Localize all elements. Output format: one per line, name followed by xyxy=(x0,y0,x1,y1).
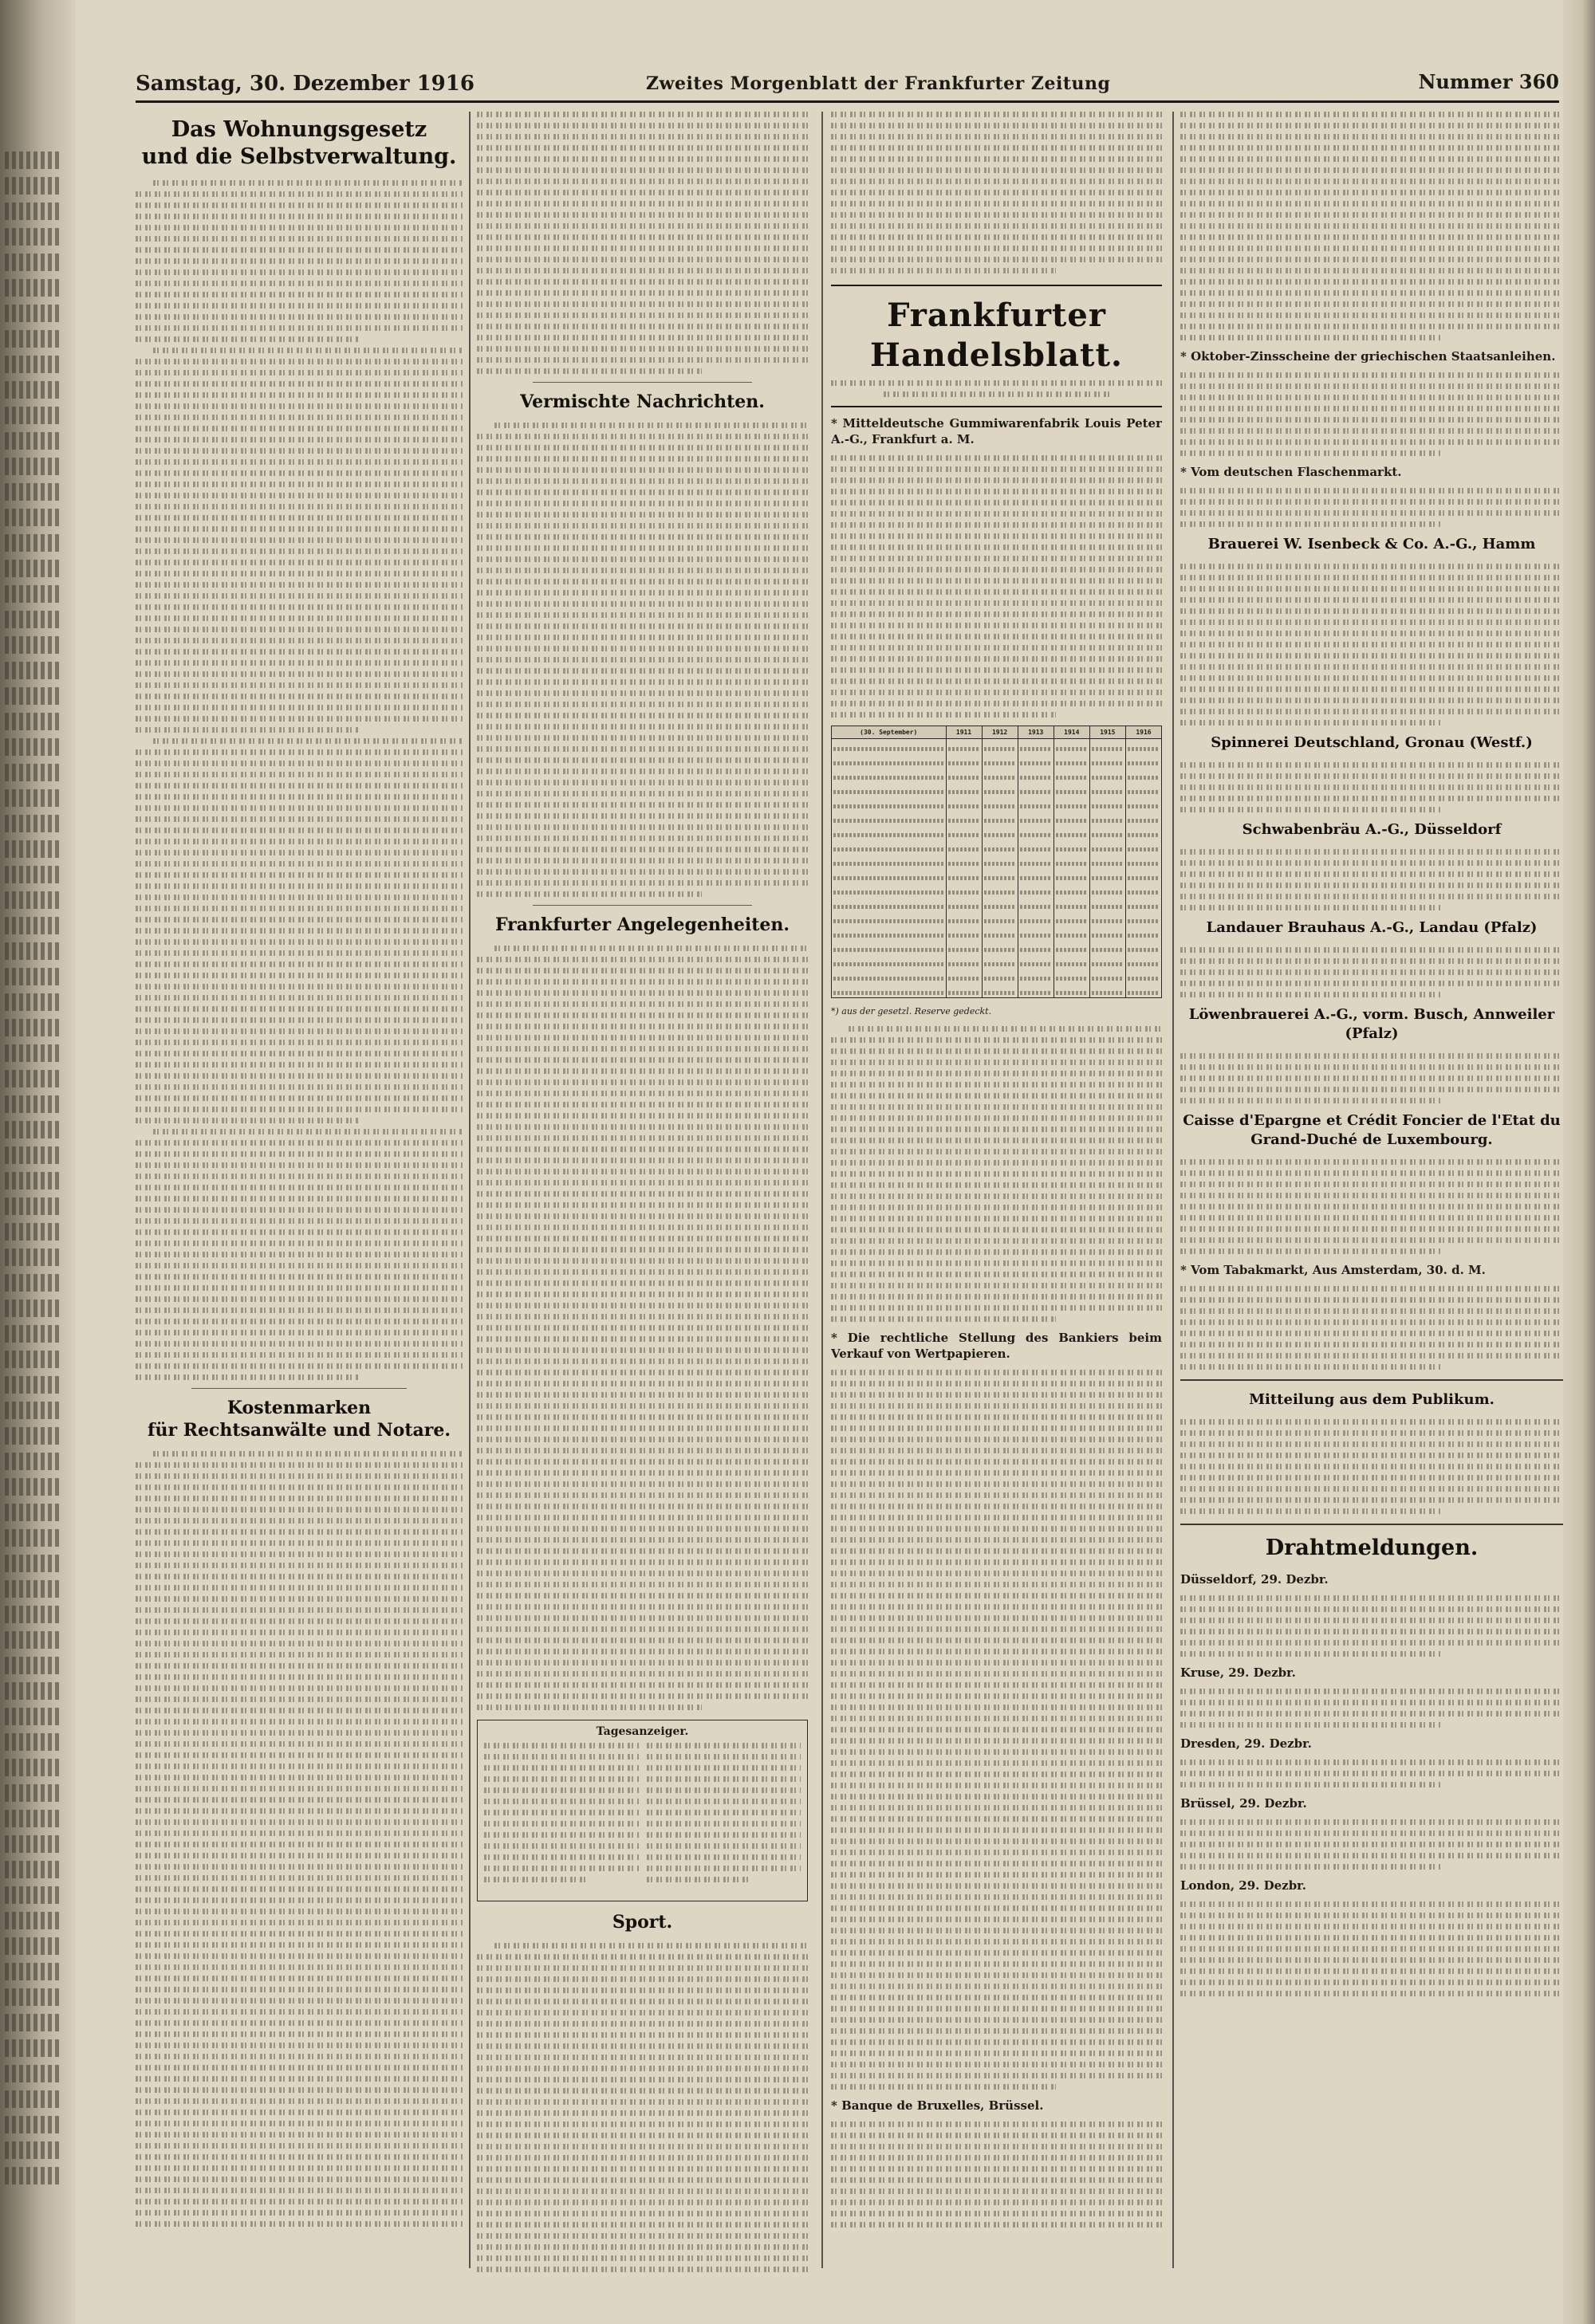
tagesanzeiger-box xyxy=(477,1720,808,1901)
column-rule xyxy=(821,112,823,2268)
item-schwabenbraeu: Schwabenbräu A.-G., Düsseldorf xyxy=(1242,821,1502,838)
item-tabakmarkt: * Vom Tabakmarkt, Aus Amsterdam, 30. d. M. xyxy=(1180,1263,1486,1277)
item-dresden: Dresden, 29. Dezbr. xyxy=(1180,1736,1312,1751)
table-row xyxy=(832,811,1162,825)
section-heading-handelsblatt: Frankfurter Handelsblatt. xyxy=(870,297,1123,374)
handelsblatt-masthead xyxy=(831,285,1162,407)
section-heading-frankfurter-angelegenheiten: Frankfurter Angelegenheiten. xyxy=(494,914,790,935)
adjacent-page-edge xyxy=(5,151,61,2224)
article-body xyxy=(136,1451,463,2227)
table-header-row: (30. September) 1911 1912 1913 1914 1915 1916 xyxy=(832,726,1162,739)
item-caisse-epargne: Caisse d'Epargne et Crédit Foncier de l'Etat du Grand-Duché de Luxembourg. xyxy=(1183,1112,1561,1148)
article-heading-kostenmarken: Kostenmarken für Rechtsanwälte und Notare. xyxy=(147,1398,451,1441)
header-date: Samstag, 30. Dezember 1916 xyxy=(136,72,475,96)
column-1 xyxy=(136,112,463,2276)
section-heading-mitteilung: Mitteilung aus dem Publikum. xyxy=(1249,1391,1495,1408)
header-title: Zweites Morgenblatt der Frankfurter Zeitung xyxy=(646,73,1111,94)
section-divider xyxy=(533,382,752,383)
table-row xyxy=(832,782,1162,796)
article-body xyxy=(477,423,808,897)
table-row xyxy=(832,753,1162,768)
article-body xyxy=(477,946,808,1710)
column-rule xyxy=(469,112,471,2268)
item-bruessel: Brüssel, 29. Dezbr. xyxy=(1180,1796,1307,1811)
column-2 xyxy=(477,112,808,2276)
article-heading-wohnungsgesetz: Das Wohnungsgesetz und die Selbstverwaltung. xyxy=(141,117,457,169)
table-row xyxy=(832,854,1162,868)
tagesanzeiger-title: Tagesanzeiger. xyxy=(596,1725,689,1738)
section-divider xyxy=(191,1388,407,1389)
table-row xyxy=(832,983,1162,998)
section-divider xyxy=(1180,1524,1563,1525)
table-row xyxy=(832,768,1162,782)
column-rule xyxy=(1172,112,1174,2268)
item-london: London, 29. Dezbr. xyxy=(1180,1878,1306,1893)
item-duesseldorf: Düsseldorf, 29. Dezbr. xyxy=(1180,1572,1329,1587)
article-body xyxy=(831,1370,1162,2090)
item-isenbeck: Brauerei W. Isenbeck & Co. A.-G., Hamm xyxy=(1207,536,1536,552)
item-loewenbrauerei: Löwenbrauerei A.-G., vorm. Busch, Annweiler (Pfalz) xyxy=(1188,1006,1555,1042)
table-footnote: *) aus der gesetzl. Reserve gedeckt. xyxy=(831,1006,992,1017)
table-row xyxy=(832,911,1162,926)
article-body xyxy=(831,1026,1162,1322)
table-row xyxy=(832,739,1162,754)
section-heading-drahtmeldungen: Drahtmeldungen. xyxy=(1265,1536,1479,1560)
article-body xyxy=(136,180,463,1380)
section-divider xyxy=(533,905,752,906)
section-heading-sport: Sport. xyxy=(612,1912,673,1933)
table-row xyxy=(832,954,1162,969)
table-row xyxy=(832,868,1162,883)
article-body-continued xyxy=(831,112,1162,273)
column-3 xyxy=(831,112,1162,2276)
item-stellung-des-bankiers: * Die rechtliche Stellung des Bankiers beim Verkauf von Wertpapieren. xyxy=(831,1331,1162,1361)
table-row xyxy=(832,969,1162,983)
section-divider xyxy=(1180,1379,1563,1381)
item-kruse: Kruse, 29. Dezbr. xyxy=(1180,1665,1296,1680)
balance-table xyxy=(831,726,1162,998)
table-row xyxy=(832,796,1162,811)
table-row xyxy=(832,940,1162,954)
article-body-continued xyxy=(1180,112,1563,340)
item-banque-de-bruxelles: * Banque de Bruxelles, Brüssel. xyxy=(831,2098,1044,2113)
article-body-continued xyxy=(477,112,808,374)
table-row xyxy=(832,897,1162,911)
article-body xyxy=(831,2121,1162,2228)
item-spinnerei: Spinnerei Deutschland, Gronau (Westf.) xyxy=(1211,734,1533,751)
article-body xyxy=(831,455,1162,718)
item-oktober-zinsscheine: * Oktober-Zinsscheine der griechischen Staatsanleihen. xyxy=(1180,349,1556,364)
table-row xyxy=(832,883,1162,897)
item-flaschenmarkt: * Vom deutschen Flaschenmarkt. xyxy=(1180,465,1402,479)
table-row xyxy=(832,825,1162,840)
header-issue-number: Nummer 360 xyxy=(1418,70,1559,93)
section-heading-vermischte-nachrichten: Vermischte Nachrichten. xyxy=(520,391,765,412)
article-body xyxy=(477,1943,808,2272)
item-gummiwarenfabrik: * Mitteldeutsche Gummiwarenfabrik Louis Peter A.-G., Frankfurt a. M. xyxy=(831,416,1162,446)
column-4 xyxy=(1180,112,1563,2276)
page-header xyxy=(136,69,1559,103)
table-row xyxy=(832,926,1162,940)
table-row xyxy=(832,840,1162,854)
item-landauer-brauhaus: Landauer Brauhaus A.-G., Landau (Pfalz) xyxy=(1206,919,1538,936)
